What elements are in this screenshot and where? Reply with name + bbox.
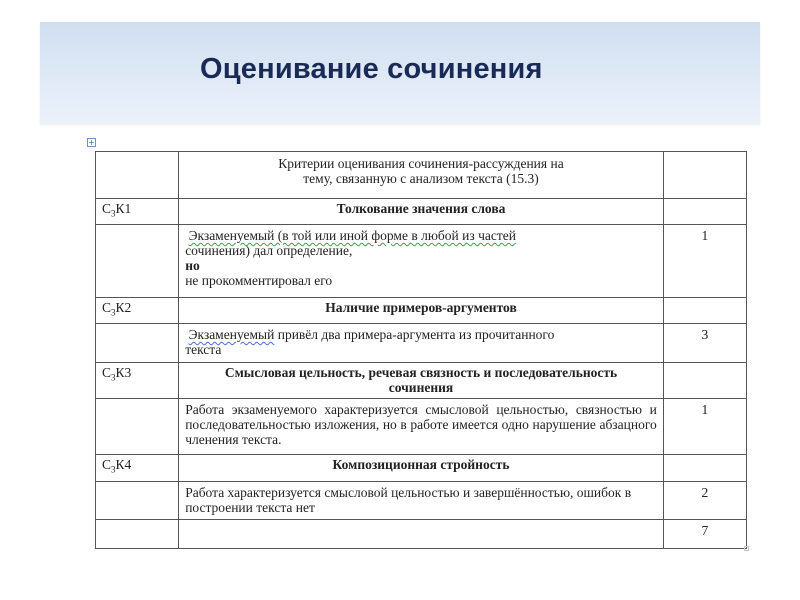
description-line: Экзаменуемый (в той или иной форме в любой из частей bbox=[188, 228, 516, 243]
criterion-description-row bbox=[96, 324, 747, 363]
criterion-title: Композиционная стройность bbox=[179, 455, 664, 482]
criterion-score: 2 bbox=[663, 482, 746, 520]
description-line: но bbox=[185, 258, 200, 273]
criterion-title-row bbox=[96, 199, 747, 225]
total-row bbox=[96, 520, 747, 549]
code-empty-cell bbox=[96, 520, 179, 549]
description-line: привёл два примера-аргумента из прочитанного bbox=[274, 327, 555, 342]
table-end-marker bbox=[744, 546, 749, 551]
table-header-cell bbox=[179, 152, 664, 199]
criterion-description bbox=[179, 225, 664, 298]
score-empty-cell bbox=[663, 455, 746, 482]
code-empty-cell bbox=[96, 225, 179, 298]
description-empty-cell bbox=[179, 520, 664, 549]
criterion-code: $С_3К1$ bbox=[96, 199, 179, 225]
criterion-description-row bbox=[96, 225, 747, 298]
header-empty-cell bbox=[96, 152, 179, 199]
criterion-description-row bbox=[96, 482, 747, 520]
criterion-description-row bbox=[96, 399, 747, 455]
criterion-code: $С_3К3$ bbox=[96, 363, 179, 399]
criterion-title-line-2: сочинения bbox=[388, 380, 454, 395]
criterion-title-line-1: Смысловая цельность, речевая связность и последовательность bbox=[224, 365, 618, 380]
description-word: Экзаменуемый bbox=[188, 327, 275, 342]
criterion-title-row bbox=[96, 363, 747, 399]
criterion-description: Работа характеризуется смысловой цельностью и завершённостью, ошибок в построении текста нет bbox=[179, 482, 664, 520]
criterion-title bbox=[179, 363, 664, 399]
criterion-code: $С_3К2$ bbox=[96, 298, 179, 324]
criterion-score: 3 bbox=[663, 324, 746, 363]
header-score-empty-cell bbox=[663, 152, 746, 199]
header-line-2: тему, связанную с анализом текста (15.3) bbox=[303, 171, 539, 186]
criterion-description bbox=[179, 324, 664, 363]
score-empty-cell bbox=[663, 363, 746, 399]
criterion-score: 1 bbox=[663, 225, 746, 298]
table-move-handle-icon[interactable]: + bbox=[88, 138, 95, 147]
description-line: текста bbox=[185, 342, 222, 357]
code-empty-cell bbox=[96, 324, 179, 363]
criterion-title: Толкование значения слова bbox=[179, 199, 664, 225]
criterion-score: 1 bbox=[663, 399, 746, 455]
score-empty-cell bbox=[663, 199, 746, 225]
criterion-title-row bbox=[96, 298, 747, 324]
description-line: сочинения) дал определение, bbox=[185, 243, 353, 258]
criterion-code: $С_3К4$ bbox=[96, 455, 179, 482]
description-line: не прокомментировал его bbox=[185, 273, 333, 288]
code-empty-cell bbox=[96, 399, 179, 455]
total-score: 7 bbox=[663, 520, 746, 549]
code-empty-cell bbox=[96, 482, 179, 520]
criterion-description: Работа экзаменуемого характеризуется смысловой цельностью, связностью и последовательностью изложения, но в работе имеется одно нарушение абзацного членения текста. bbox=[179, 399, 664, 455]
criterion-title: Наличие примеров-аргументов bbox=[179, 298, 664, 324]
criterion-title-row bbox=[96, 455, 747, 482]
score-empty-cell bbox=[663, 298, 746, 324]
table-header-row bbox=[96, 152, 747, 199]
header-line-1: Критерии оценивания сочинения-рассуждения на bbox=[278, 156, 564, 171]
criteria-table bbox=[95, 151, 747, 549]
slide-title: Оценивание сочинения bbox=[200, 53, 543, 85]
